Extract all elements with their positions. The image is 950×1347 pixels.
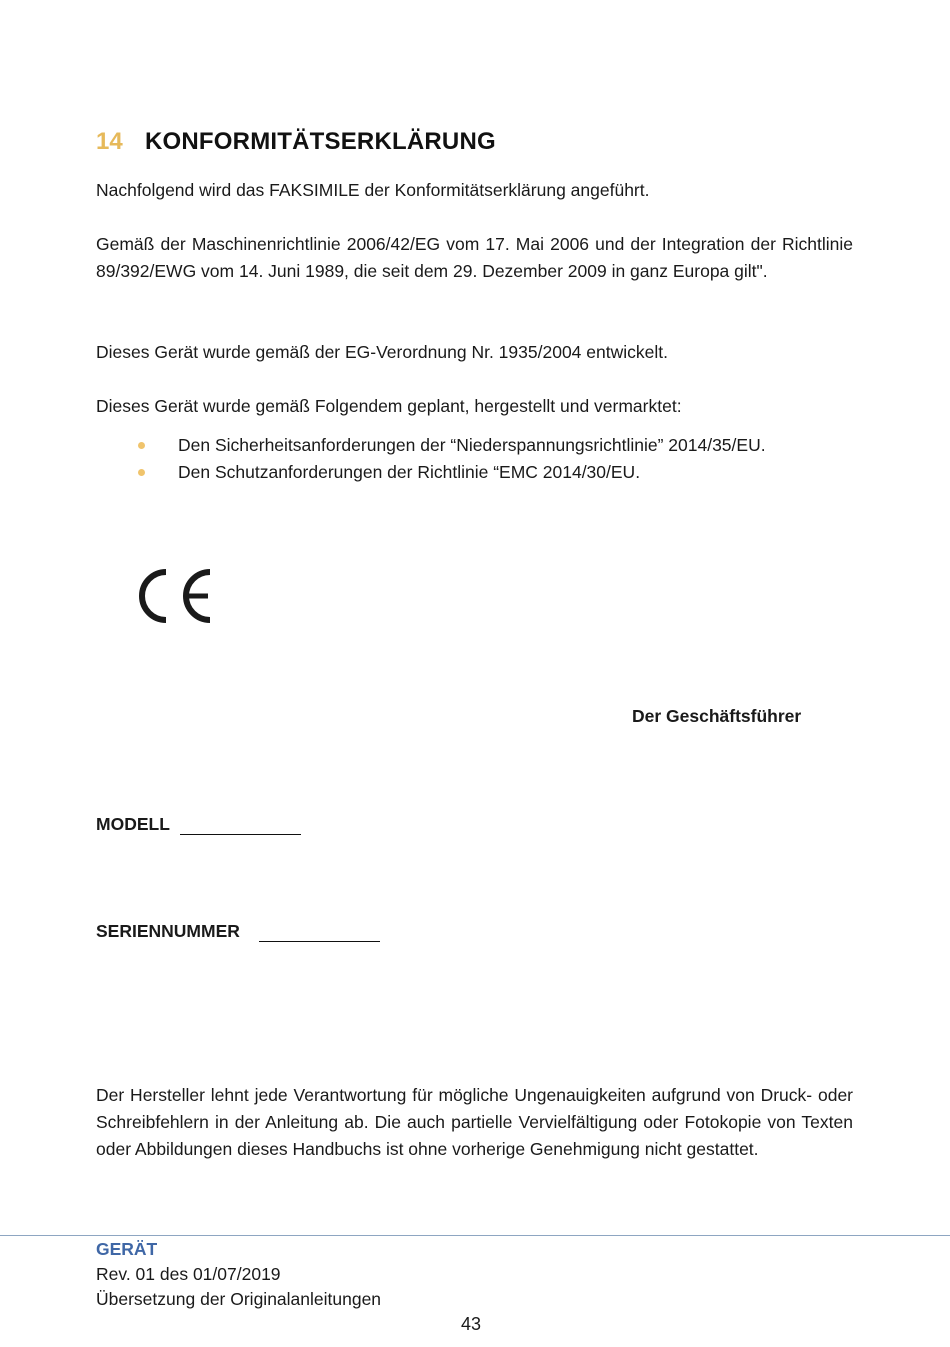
bullet-icon	[138, 442, 145, 449]
requirements-list	[96, 432, 853, 486]
regulation-paragraph: Dieses Gerät wurde gemäß der EG-Verordnung Nr. 1935/2004 entwickelt.	[96, 342, 668, 362]
list-item	[96, 459, 853, 486]
section-title: KONFORMITÄTSERKLÄRUNG	[145, 128, 496, 155]
signature-title: Der Geschäftsführer	[632, 706, 802, 726]
serial-field	[96, 921, 380, 942]
model-blank-line	[180, 816, 301, 835]
list-item-text: Den Schutzanforderungen der Richtlinie “EMC 2014/30/EU.	[178, 462, 641, 482]
footer-brand: GERÄT	[96, 1239, 158, 1259]
serial-label: SERIENNUMMER	[96, 921, 240, 941]
model-label: MODELL	[96, 814, 170, 834]
section-heading	[96, 128, 496, 156]
list-item-text: Den Sicherheitsanforderungen der “Niederspannungsrichtlinie” 2014/35/EU.	[178, 435, 766, 455]
intro-paragraph: Nachfolgend wird das FAKSIMILE der Konformitätserklärung angeführt.	[96, 180, 650, 200]
ce-mark-icon	[136, 566, 214, 626]
planned-paragraph: Dieses Gerät wurde gemäß Folgendem geplant, hergestellt und vermarktet:	[96, 396, 682, 416]
footer-revision: Rev. 01 des 01/07/2019	[96, 1264, 281, 1284]
list-item	[96, 432, 853, 459]
footer-translation-note: Übersetzung der Originalanleitungen	[96, 1289, 382, 1309]
footer-divider	[0, 1235, 950, 1236]
model-field	[96, 814, 301, 835]
serial-blank-line	[259, 923, 380, 942]
page-number: 43	[460, 1314, 482, 1334]
bullet-icon	[138, 469, 145, 476]
directive-paragraph: Gemäß der Maschinenrichtlinie 2006/42/EG vom 17. Mai 2006 und der Integration der Richtlinie 89/392/EWG vom 14. Juni 1989, die seit dem 29. Dezember 2009 in ganz Europa gilt".	[96, 234, 853, 281]
disclaimer-paragraph: Der Hersteller lehnt jede Verantwortung für mögliche Ungenauigkeiten aufgrund von Druck- oder Schreibfehlern in der Anleitung ab. Die auch partielle Vervielfältigung oder Fotokopie von Texten oder Abbildungen dieses Handbuchs ist ohne vorherige Genehmigung nicht gestattet.	[96, 1085, 853, 1159]
section-number: 14	[96, 128, 123, 155]
